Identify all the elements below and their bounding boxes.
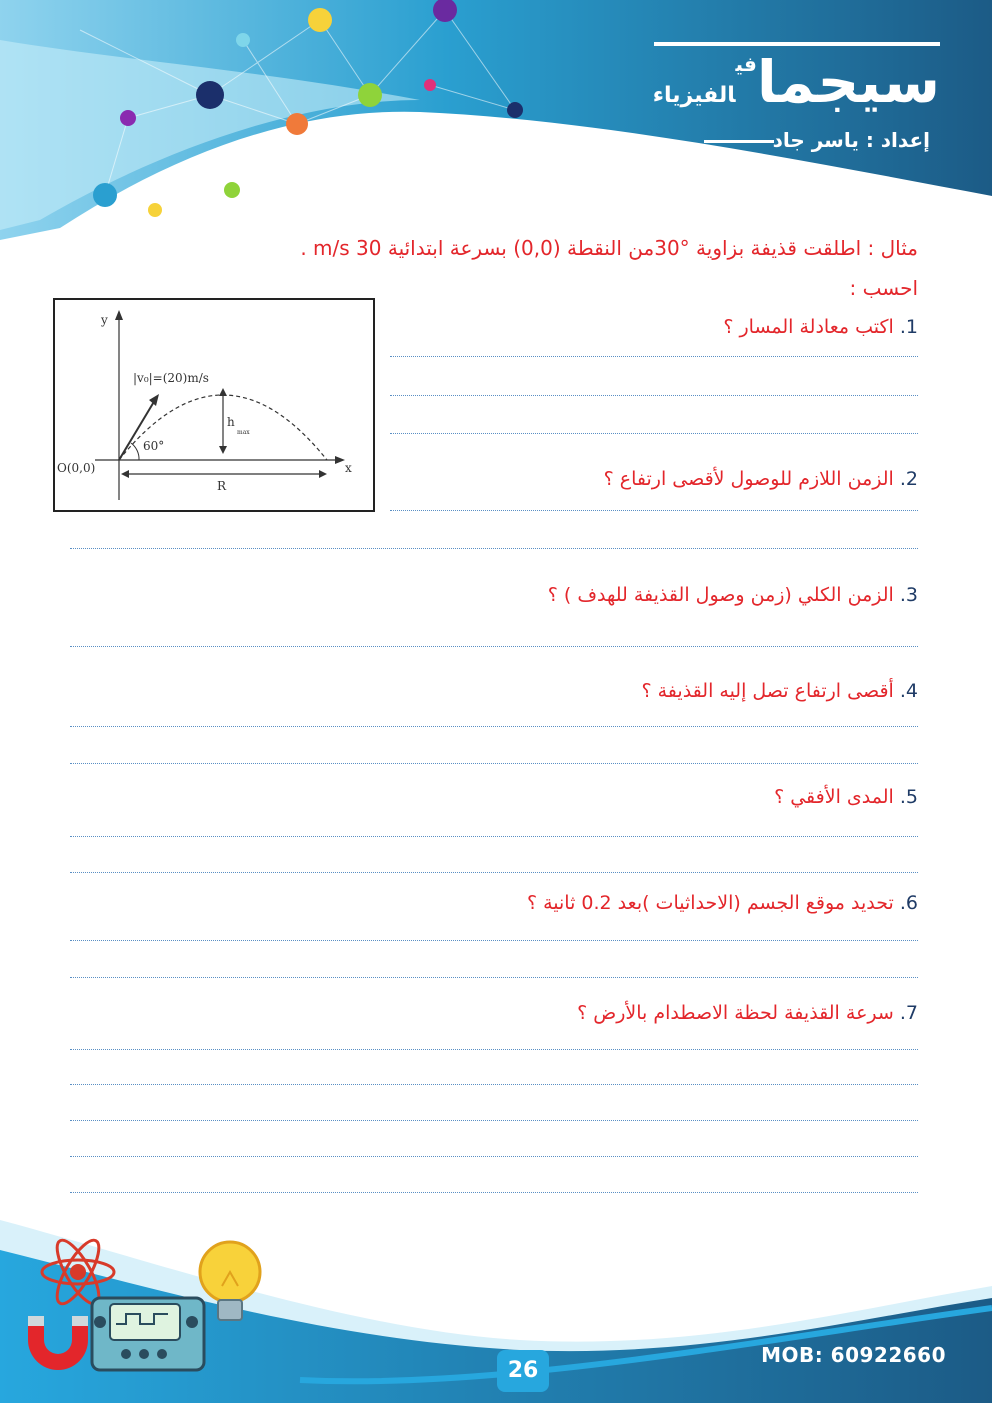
question-5 [774,786,918,808]
velocity-label: |v₀|=(20)m/s [133,371,209,385]
brand-sub: الفيزياء [652,83,736,108]
question-1-number: 1. [899,316,918,338]
angle-label: 60° [143,439,165,453]
question-4 [641,680,918,702]
header-banner [0,0,992,240]
answer-line[interactable] [70,1084,918,1085]
answer-line[interactable] [70,872,918,873]
mobile-number: MOB: 60922660 [761,1343,946,1367]
question-5-text: المدى الأفقي ؟ [774,786,894,808]
example-instruction: احسب : [849,276,918,300]
answer-line[interactable] [70,646,918,647]
origin-label: O(0,0) [57,461,96,475]
brand-top-line [654,42,940,46]
question-3-number: 3. [899,584,918,606]
answer-line[interactable] [70,1049,918,1050]
example-text: اطلقت قذيفة بزاوية °30من النقطة (0,0) بسرعة ابتدائية 30 m/s . [300,236,862,260]
question-6-number: 6. [899,892,918,914]
answer-line[interactable] [390,433,918,434]
brand-bottom-line [704,140,774,143]
question-7-number: 7. [899,1002,918,1024]
hmax-sub-label: max [237,429,250,436]
diagram-svg [55,300,373,510]
question-4-text: أقصى ارتفاع تصل إليه القذيفة ؟ [641,680,894,702]
brand-main: سيجما [756,48,940,116]
answer-line[interactable] [390,356,918,357]
answer-line[interactable] [70,940,918,941]
answer-line[interactable] [70,977,918,978]
answer-line[interactable] [70,726,918,727]
answer-line[interactable] [70,1156,918,1157]
example-statement [300,236,918,260]
question-4-number: 4. [899,680,918,702]
answer-line[interactable] [390,395,918,396]
answer-line[interactable] [70,836,918,837]
answer-line[interactable] [70,548,918,549]
answer-line[interactable] [390,510,918,511]
brand-fi: في [735,52,757,76]
answer-line[interactable] [70,1120,918,1121]
answer-line[interactable] [70,763,918,764]
question-1 [723,316,918,338]
author-credit: إعداد : ياسر جاد [772,128,930,152]
question-5-number: 5. [899,786,918,808]
question-7-text: سرعة القذيفة لحظة الاصطدام بالأرض ؟ [577,1002,894,1024]
question-3-text: الزمن الكلي (زمن وصول القذيفة للهدف ) ؟ [547,584,894,606]
brand-logo [650,48,940,116]
question-2-text: الزمن اللازم للوصول لأقصى ارتفاع ؟ [603,468,894,490]
projectile-diagram [53,298,375,512]
y-axis-label: y [101,313,108,327]
question-2 [604,468,918,490]
range-label: R [217,479,227,493]
question-7 [577,1002,918,1024]
question-6 [527,892,918,914]
oscilloscope-icon [92,1298,204,1370]
question-6-text: تحديد موقع الجسم (الاحداثيات )بعد 0.2 ثانية ؟ [526,892,894,914]
page-number: 26 [497,1350,549,1392]
question-1-text: اكتب معادلة المسار ؟ [723,316,894,338]
footer-banner [0,1190,992,1403]
question-2-number: 2. [899,468,918,490]
question-3 [548,584,918,606]
example-prefix: مثال : [867,236,918,260]
hmax-label: h [227,415,235,429]
x-axis-label: x [345,461,352,475]
